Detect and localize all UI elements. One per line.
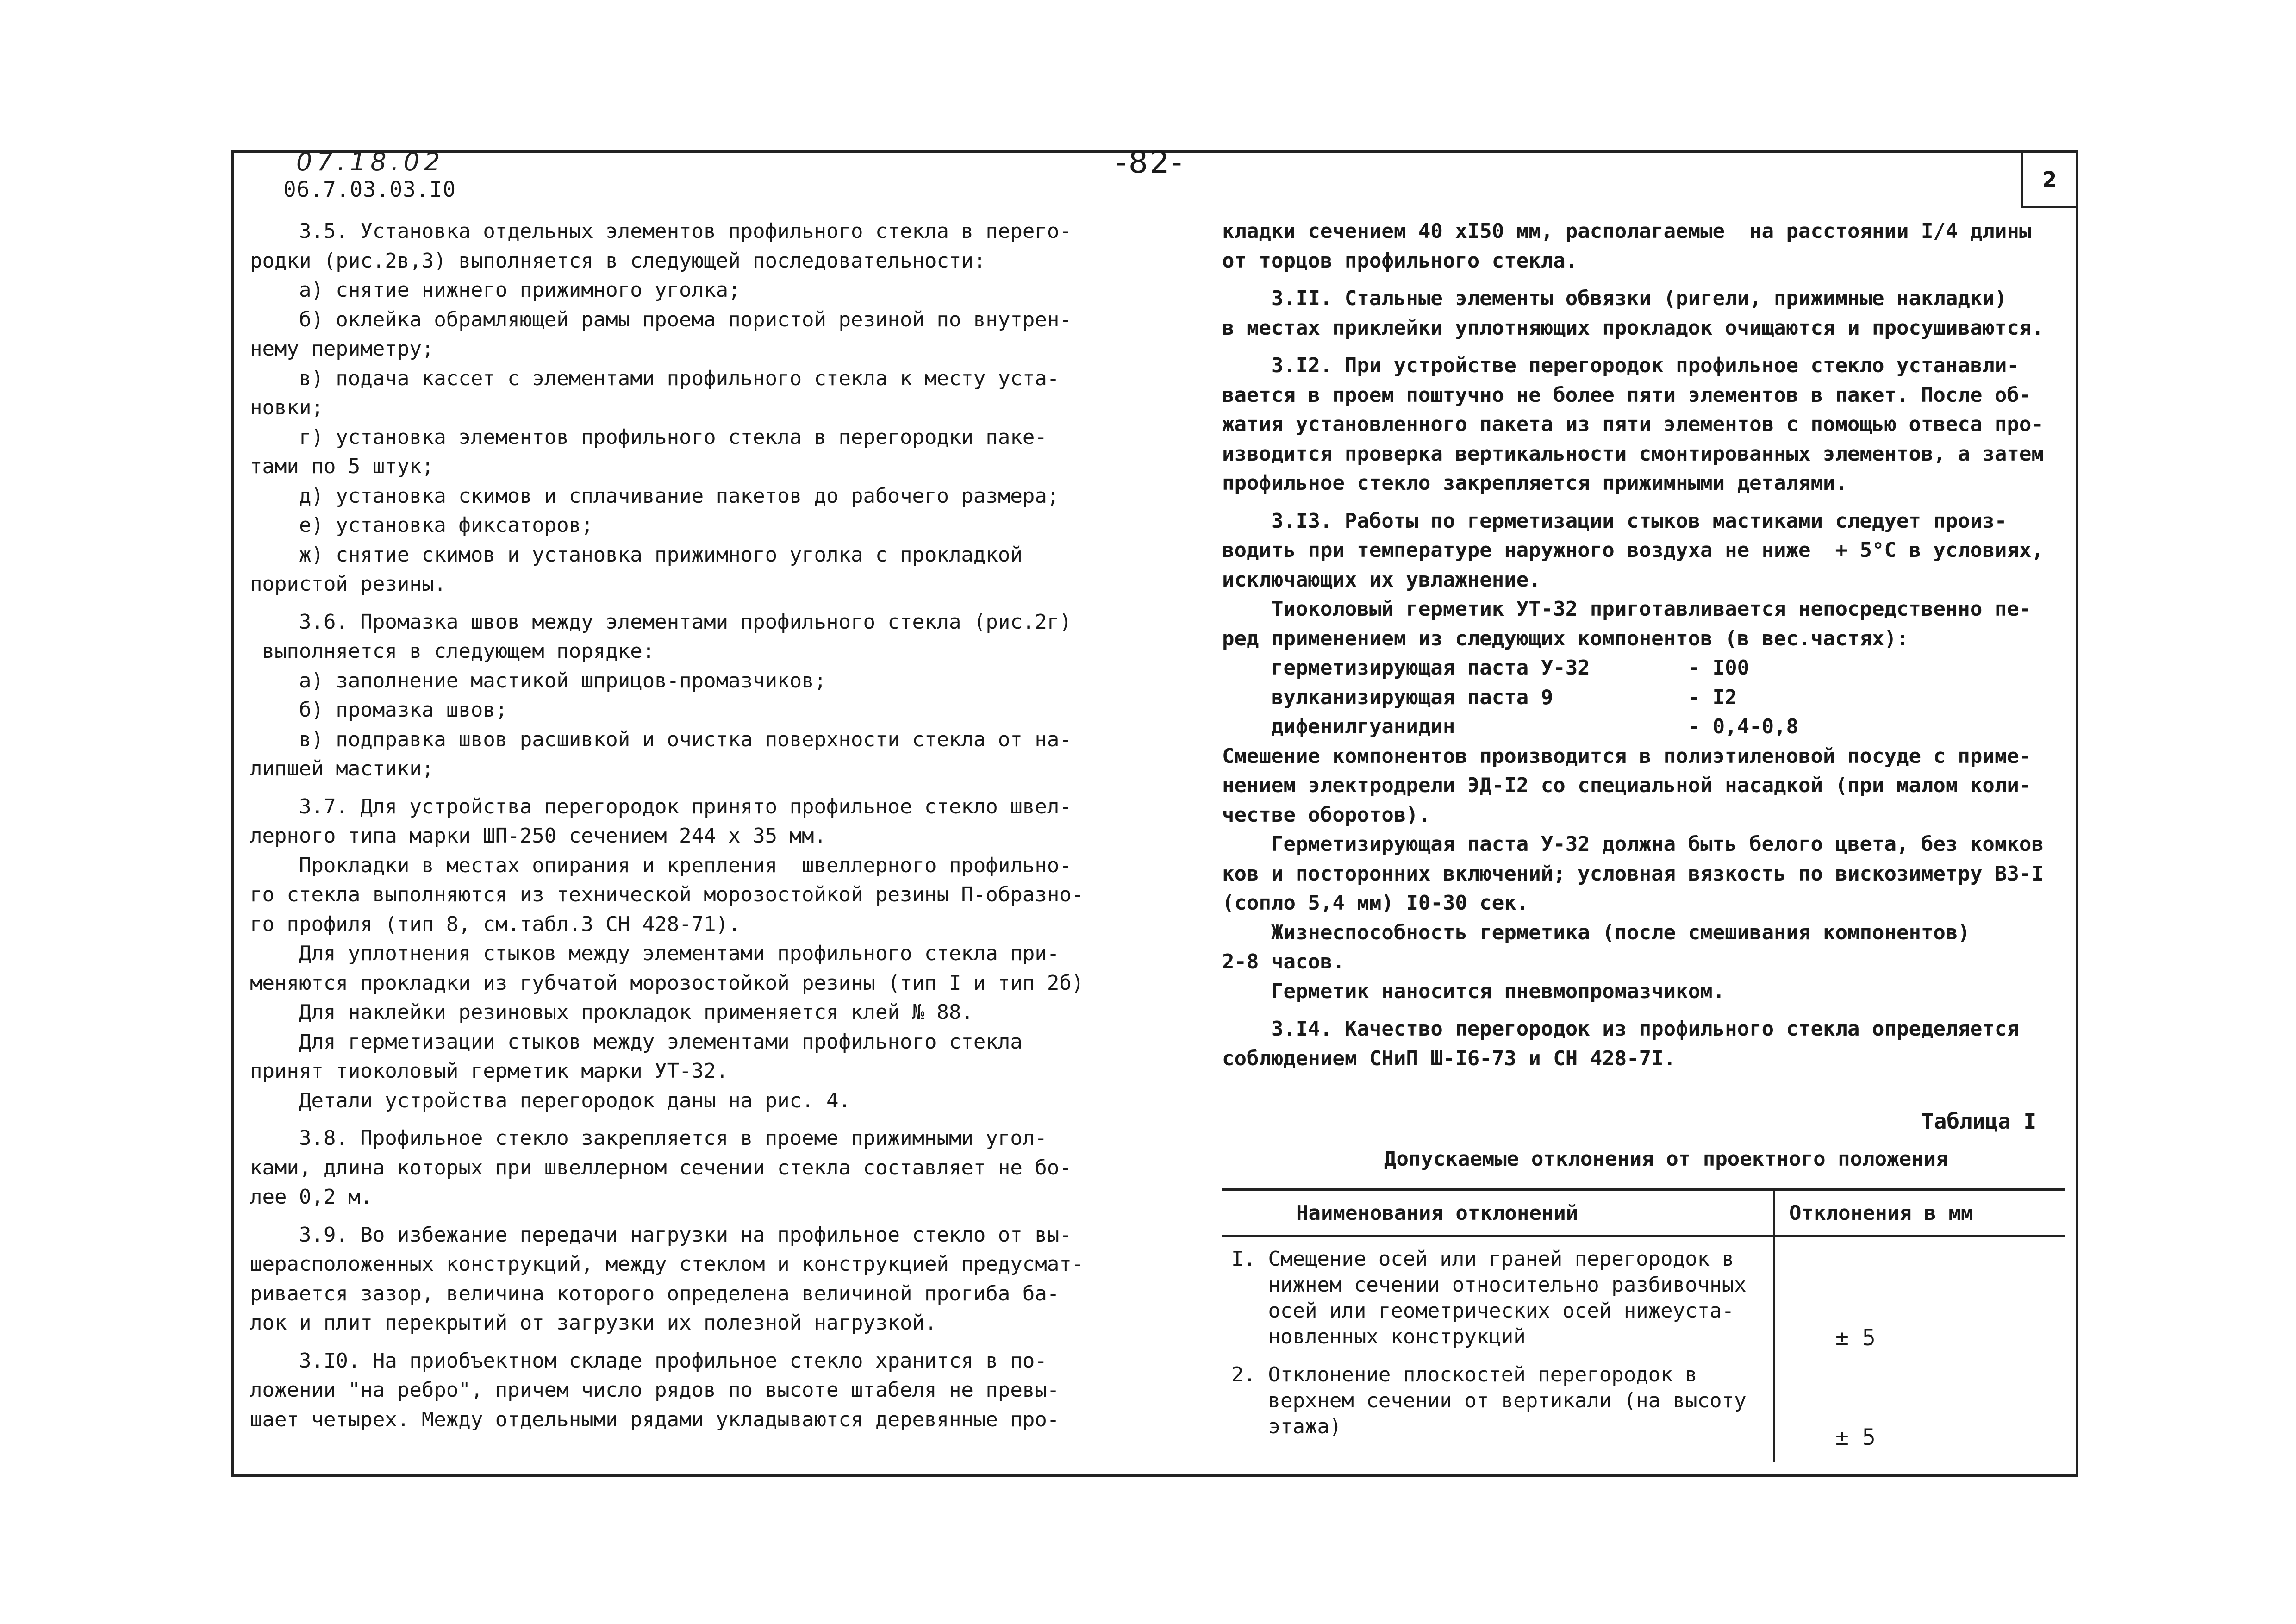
text-line: 3.I4. Качество перегородок из профильного стекла определяется xyxy=(1222,1017,2019,1041)
text-line: в) подправка швов расшивкой и очистка поверхности стекла от на- xyxy=(250,727,1072,751)
paragraph-gap xyxy=(250,1338,1097,1346)
text-line: 3.8. Профильное стекло закрепляется в проеме прижимными угол- xyxy=(250,1126,1047,1150)
text-line: ложении "на ребро", причем число рядов по высоте штабеля не превы- xyxy=(250,1378,1060,1402)
document-code: 06.7.03.03.I0 xyxy=(283,177,456,202)
text-line: кладки сечением 40 хI50 мм, располагаемые на расстоянии I/4 длины xyxy=(1222,219,2032,243)
text-line: 3.I0. На приобъектном складе профильное стекло хранится в по- xyxy=(250,1349,1047,1373)
text-line: 3.9. Во избежание передачи нагрузки на профильное стекло от вы- xyxy=(250,1223,1072,1247)
text-line: а) снятие нижнего прижимного уголка; xyxy=(250,278,741,302)
text-line: меняются прокладки из губчатой морозостойкой резины (тип I и тип 2б) xyxy=(250,971,1084,995)
text-line: шерасположенных конструкций, между стеклом и конструкцией предусмат- xyxy=(250,1252,1084,1276)
right-column xyxy=(1222,217,2069,1073)
text-line: 3.II. Стальные элементы обвязки (ригели, прижимные накладки) xyxy=(1222,287,2007,310)
table-column-divider xyxy=(1773,1188,1775,1462)
text-line: принят тиоколовый герметик марки УТ-32. xyxy=(250,1059,729,1083)
paragraph-gap xyxy=(250,1212,1097,1220)
handwritten-code: 07.18.02 xyxy=(296,147,445,176)
table-label: Таблица I xyxy=(1921,1109,2037,1134)
text-line: Прокладки в местах опирания и крепления швеллерного профильно- xyxy=(250,853,1072,877)
table-header-value: Отклонения в мм xyxy=(1789,1201,1973,1225)
text-line: Для герметизации стыков между элементами профильного стекла xyxy=(250,1030,1023,1054)
text-line: водить при температуре наружного воздуха не ниже + 5°С в условиях, xyxy=(1222,538,2044,562)
table-header-rule xyxy=(1222,1235,2065,1237)
text-line: д) установка скимов и сплачивание пакетов до рабочего размера; xyxy=(250,484,1060,508)
text-line: исключающих их увлажнение. xyxy=(1222,568,1541,592)
text-line: ж) снятие скимов и установка прижимного уголка с прокладкой xyxy=(250,543,1023,567)
text-line: родки (рис.2в,3) выполняется в следующей последовательности: xyxy=(250,249,986,273)
text-line: честве оборотов). xyxy=(1222,803,1431,827)
text-line: б) промазка швов; xyxy=(250,698,508,722)
text-line: Смешение компонентов производится в полиэтиленовой посуде с приме- xyxy=(1222,744,2032,768)
text-line: шает четырех. Между отдельными рядами укладываются деревянные про- xyxy=(250,1407,1060,1431)
text-line: Герметизирующая паста У-32 должна быть белого цвета, без комков xyxy=(1222,832,2044,856)
table-row-1-value: ± 5 xyxy=(1835,1325,1876,1351)
text-line: лок и плит перекрытий от загрузки их полезной нагрузкой. xyxy=(250,1311,937,1335)
text-line: лерного типа марки ШП-250 сечением 244 х 35 мм. xyxy=(250,824,827,848)
paragraph-gap xyxy=(250,599,1097,607)
text-line: г) установка элементов профильного стекла в перегородки паке- xyxy=(250,425,1047,449)
text-line: 3.I2. При устройстве перегородок профильное стекло устанавли- xyxy=(1222,354,2019,377)
table-row-2-value: ± 5 xyxy=(1835,1424,1876,1450)
text-line: а) заполнение мастикой шприцов-промазчиков; xyxy=(250,668,827,693)
text-line: б) оклейка обрамляющей рамы проема пористой резиной по внутрен- xyxy=(250,307,1072,331)
text-line: Герметик наносится пневмопромазчиком. xyxy=(1222,979,1725,1003)
text-line: ками, длина которых при швеллерном сечении стекла составляет не бо- xyxy=(250,1156,1072,1180)
text-line: ред применением из следующих компонентов (в вес.частях): xyxy=(1222,626,1909,650)
left-column xyxy=(250,217,1097,1434)
text-line: новки; xyxy=(250,396,324,419)
text-line: 3.I3. Работы по герметизации стыков мастиками следует произ- xyxy=(1222,509,2007,533)
text-line: Тиоколовый герметик УТ-32 приготавливается непосредственно пе- xyxy=(1222,597,2032,621)
text-line: соблюдением СНиП Ш-I6-73 и СН 428-7I. xyxy=(1222,1046,1676,1070)
text-line: Для наклейки резиновых прокладок применяется клей № 88. xyxy=(250,1000,973,1024)
text-line: го стекла выполняются из технической морозостойкой резины П-образно- xyxy=(250,883,1084,906)
text-line: липшей мастики; xyxy=(250,757,434,781)
text-line: вается в проем поштучно не более пяти элементов в пакет. После об- xyxy=(1222,383,2032,407)
text-line: выполняется в следующем порядке: xyxy=(250,639,655,663)
page-number: -82- xyxy=(1116,144,1184,180)
table-top-rule xyxy=(1222,1188,2065,1191)
text-line: го профиля (тип 8, см.табл.3 СН 428-71). xyxy=(250,912,741,936)
text-line: изводится проверка вертикальности смонтированных элементов, а затем xyxy=(1222,442,2044,466)
text-line: 2-8 часов. xyxy=(1222,950,1345,974)
sheet-number: 2 xyxy=(2021,150,2078,208)
text-line: 3.6. Промазка швов между элементами профильного стекла (рис.2г) xyxy=(250,610,1072,634)
text-line: лее 0,2 м. xyxy=(250,1185,373,1209)
table-row-2-text: 2. Отклонение плоскостей перегородок в верхнем сечении от вертикали (на высоту этажа) xyxy=(1231,1363,1747,1438)
text-line: в местах приклейки уплотняющих прокладок очищаются и просушиваются. xyxy=(1222,316,2044,340)
text-line: Жизнеспособность герметика (после смешивания компонентов) xyxy=(1222,920,1970,944)
text-line: от торцов профильного стекла. xyxy=(1222,249,1578,273)
text-line: в) подача кассет с элементами профильного стекла к месту уста- xyxy=(250,366,1060,390)
text-line: нему периметру; xyxy=(250,337,434,361)
paragraph-gap xyxy=(1222,343,2069,351)
text-line: герметизирующая паста У-32 - I00 xyxy=(1222,656,1750,680)
paragraph-gap xyxy=(250,1115,1097,1124)
paragraph-gap xyxy=(1222,1006,2069,1014)
text-line: 3.7. Для устройства перегородок принято профильное стекло швел- xyxy=(250,794,1072,818)
table-row-1-text: I. Смещение осей или граней перегородок в нижнем сечении относительно разбивочных осей или геометрических осей нижеуста- новленных конструкций xyxy=(1231,1247,1747,1349)
text-line: е) установка фиксаторов; xyxy=(250,513,593,537)
text-line: 3.5. Установка отдельных элементов профильного стекла в перего- xyxy=(250,219,1072,243)
text-line: ривается зазор, величина которого определена величиной прогиба ба- xyxy=(250,1281,1060,1305)
text-line: вулканизирующая паста 9 - I2 xyxy=(1222,685,1737,709)
paragraph-gap xyxy=(250,784,1097,792)
text-line: Для уплотнения стыков между элементами профильного стекла при- xyxy=(250,942,1060,965)
text-line: ков и посторонних включений; условная вязкость по вискозиметру ВЗ-I xyxy=(1222,862,2044,886)
paragraph-gap xyxy=(1222,498,2069,506)
table-header-name: Наименования отклонений xyxy=(1296,1201,1578,1225)
text-line: тами по 5 штук; xyxy=(250,455,434,478)
text-line: нением электродрели ЭД-I2 со специальной насадкой (при малом коли- xyxy=(1222,774,2032,797)
text-line: профильное стекло закрепляется прижимными деталями. xyxy=(1222,471,1848,495)
text-line: пористой резины. xyxy=(250,572,446,596)
text-line: жатия установленного пакета из пяти элементов с помощью отвеса про- xyxy=(1222,412,2044,436)
paragraph-gap xyxy=(1222,275,2069,284)
text-line: Детали устройства перегородок даны на рис. 4. xyxy=(250,1088,851,1112)
table-title: Допускаемые отклонения от проектного положения xyxy=(1384,1147,1948,1171)
text-line: дифенилгуанидин - 0,4-0,8 xyxy=(1222,715,1799,738)
text-line: (сопло 5,4 мм) I0-30 сек. xyxy=(1222,891,1529,915)
